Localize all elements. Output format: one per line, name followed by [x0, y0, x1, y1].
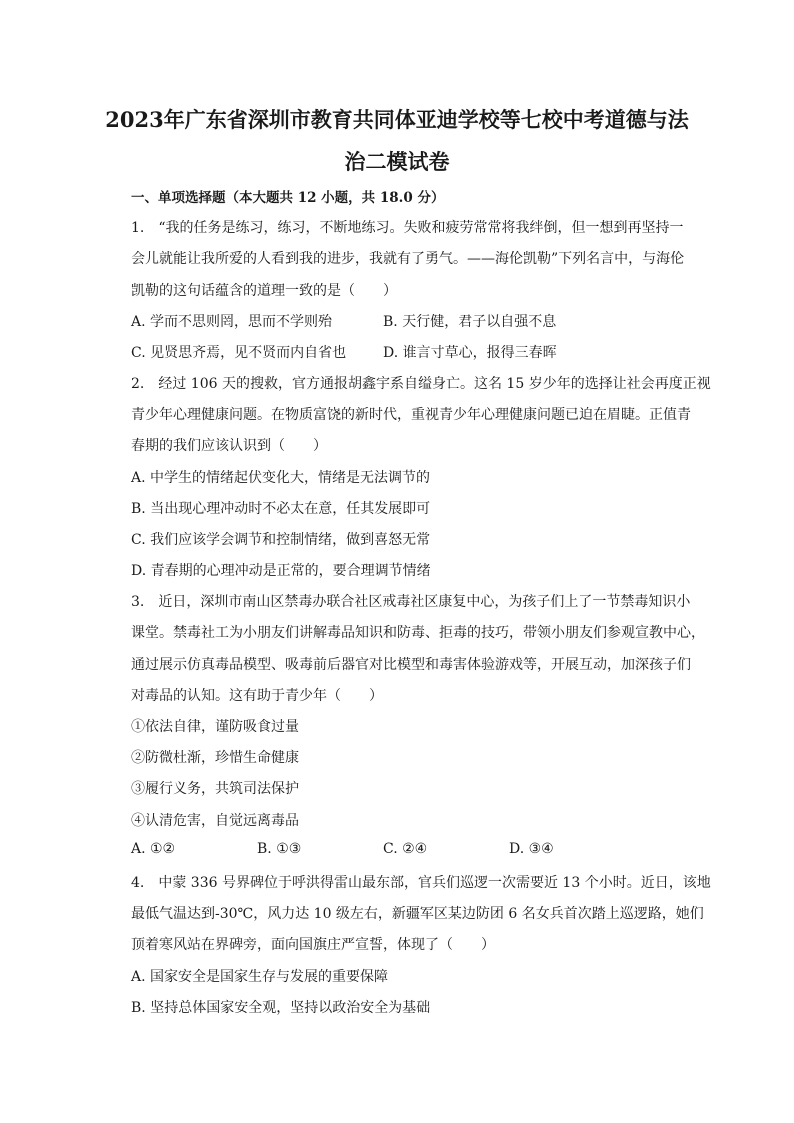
q3-statement-2: ②防微杜渐，珍惜生命健康 [131, 750, 299, 766]
q3-option-a: A. ①② [131, 841, 176, 857]
q1-option-a: A. 学而不思则罔，思而不学则殆 [131, 314, 333, 330]
q1-line-1: 1. “我的任务是练习，练习，不断地练习。失败和疲劳常常将我绊倒，但一想到再坚持一 [131, 220, 684, 236]
q1-line-2: 会儿就能让我所爱的人看到我的进步，我就有了勇气。——海伦凯勒”下列名言中，与海伦 [131, 251, 685, 267]
q4-line-3: 顶着寒风站在界碑旁，面向国旗庄严宣誓，体现了（ ） [131, 937, 495, 953]
q2-line-1: 2. 经过 106 天的搜救，官方通报胡鑫宇系自缢身亡。这名 15 岁少年的选择让社会再度正视 [131, 376, 711, 392]
q3-statement-4: ④认清危害，自觉远离毒品 [131, 813, 299, 829]
q2-option-c: C. 我们应该学会调节和控制情绪，做到喜怒无常 [131, 532, 431, 548]
q1-option-b: B. 天行健，君子以自强不息 [383, 314, 557, 330]
q1-option-c: C. 见贤思齐焉，见不贤而内自省也 [131, 345, 347, 361]
q2-option-d: D. 青春期的心理冲动是正常的，要合理调节情绪 [131, 563, 431, 579]
q2-line-2: 青少年心理健康问题。在物质富饶的新时代，重视青少年心理健康问题已迫在眉睫。正值青 [131, 407, 691, 423]
q3-statement-1: ①依法自律，谨防吸食过量 [131, 719, 299, 735]
exam-title-line-2: 治二模试卷 [344, 149, 450, 174]
q4-line-1: 4. 中蒙 336 号界碑位于呼洪得雷山最东部，官兵们巡逻一次需要近 13 个小时。近日，该地 [131, 875, 711, 891]
q2-option-b: B. 当出现心理冲动时不必太在意，任其发展即可 [131, 501, 431, 517]
q3-line-3: 通过展示仿真毒品模型、吸毒前后器官对比模型和毒害体验游戏等，开展互动，加深孩子们 [131, 657, 691, 673]
q2-line-3: 春期的我们应该认识到（ ） [131, 438, 327, 454]
q1-line-3: 凯勒的这句话蕴含的道理一致的是（ ） [131, 283, 397, 299]
q4-line-2: 最低气温达到-30℃，风力达 10 级左右，新疆军区某边防团 6 名女兵首次踏上巡逻路，她们 [131, 906, 704, 922]
q3-line-2: 课堂。禁毒社工为小朋友们讲解毒品知识和防毒、拒毒的技巧，带领小朋友们参观宣教中心， [131, 625, 705, 641]
q1-option-d: D. 谁言寸草心，报得三春晖 [383, 345, 557, 361]
q3-option-c: C. ②④ [383, 841, 428, 857]
q4-option-b: B. 坚持总体国家安全观，坚持以政治安全为基础 [131, 1000, 431, 1016]
q4-option-a: A. 国家安全是国家生存与发展的重要保障 [131, 969, 389, 985]
q3-option-d: D. ③④ [509, 841, 554, 857]
q3-line-1: 3. 近日，深圳市南山区禁毒办联合社区戒毒社区康复中心，为孩子们上了一节禁毒知识小 [131, 594, 691, 610]
q3-statement-3: ③履行义务，共筑司法保护 [131, 781, 299, 797]
section-header: 一、单项选择题（本大题共 12 小题，共 18.0 分） [131, 190, 445, 206]
q3-option-b: B. ①③ [257, 841, 302, 857]
q2-option-a: A. 中学生的情绪起伏变化大，情绪是无法调节的 [131, 470, 431, 486]
exam-title-line-1: 2023年广东省深圳市教育共同体亚迪学校等七校中考道德与法 [105, 107, 689, 132]
q3-line-4: 对毒品的认知。这有助于青少年（ ） [131, 688, 383, 704]
